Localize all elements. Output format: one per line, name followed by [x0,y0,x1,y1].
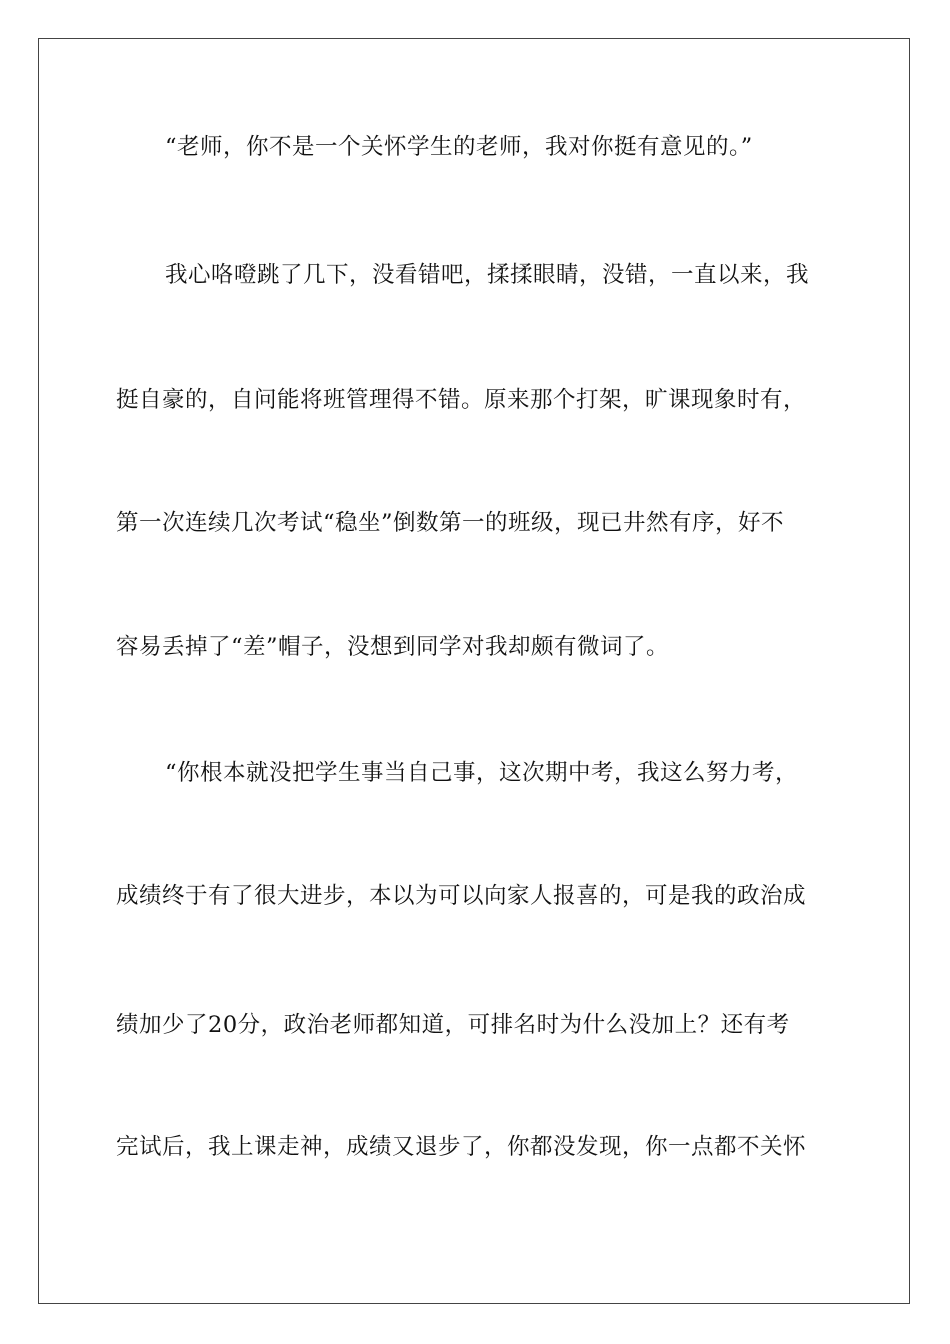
paragraph-2-line-4: 容易丢掉了“差”帽子，没想到同学对我却颇有微词了。 [116,634,670,660]
paragraph-2-line-3: 第一次连续几次考试“稳坐”倒数第一的班级，现已井然有序，好不 [116,510,785,536]
paragraph-2-line-2: 挺自豪的，自问能将班管理得不错。原来那个打架，旷课现象时有， [116,387,807,413]
paragraph-3-line-3: 绩加少了20分，政治老师都知道，可排名时为什么没加上？还有考 [116,1012,790,1038]
paragraph-3-line-2: 成绩终于有了很大进步，本以为可以向家人报喜的，可是我的政治成 [116,883,807,909]
page-border [38,38,910,1304]
paragraph-1-line-1: “老师，你不是一个关怀学生的老师，我对你挺有意见的。” [165,134,753,160]
paragraph-2-line-1: 我心咯噔跳了几下，没看错吧，揉揉眼睛，没错，一直以来，我 [165,262,810,288]
paragraph-3-line-1: “你根本就没把学生事当自己事，这次期中考，我这么努力考， [165,760,799,786]
paragraph-3-line-4: 完试后，我上课走神，成绩又退步了，你都没发现，你一点都不关怀 [116,1134,807,1160]
